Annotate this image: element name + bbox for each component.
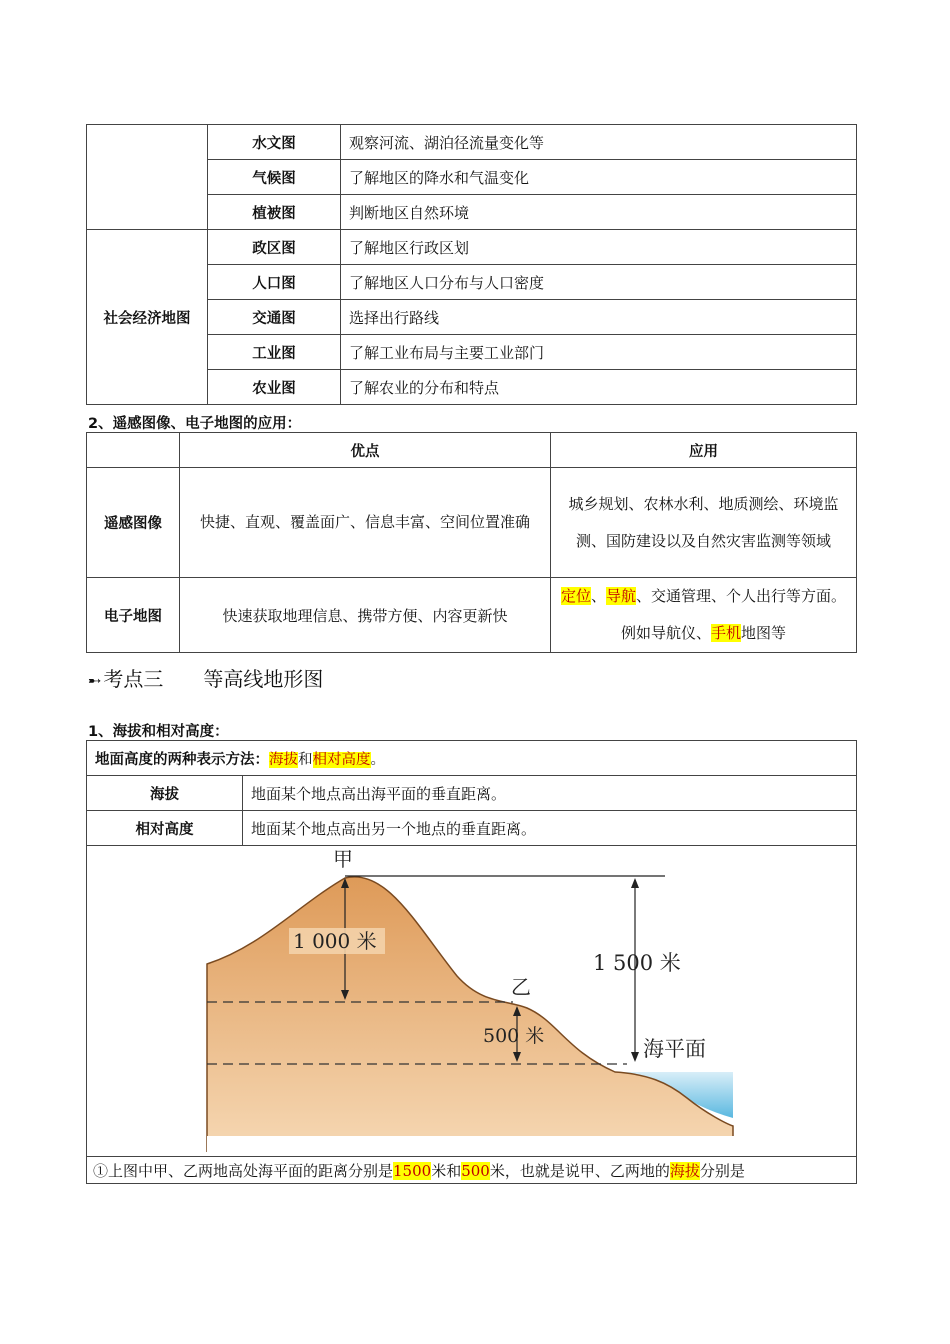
- text: 、交通管理、个人出行等方面。例如导航仪、: [620, 587, 847, 642]
- map-use: 了解地区行政区划: [341, 230, 857, 265]
- table-row: [87, 811, 857, 846]
- map-use: 了解地区人口分布与人口密度: [341, 265, 857, 300]
- section-3-title: 1、海拔和相对高度：: [88, 724, 229, 740]
- text: 、: [590, 587, 606, 605]
- kaodian-heading: [88, 663, 323, 692]
- text: 地图等: [741, 624, 787, 642]
- table-row: [87, 1157, 857, 1184]
- section-2-title: 2、遥感图像、电子地图的应用：: [88, 416, 302, 432]
- emap-application: [551, 578, 857, 653]
- altitude-diagram: [87, 846, 856, 1152]
- table-row: [87, 578, 857, 653]
- map-name: 植被图: [208, 195, 341, 230]
- table-row: [87, 468, 857, 578]
- highlight: 500: [461, 1161, 490, 1180]
- emap-advantage: 快速获取地理信息、携带方便、内容更新快: [180, 578, 551, 653]
- header-application: 应用: [551, 433, 857, 468]
- relative-def: 地面某个地点高出另一个地点的垂直距离。: [243, 811, 857, 846]
- map-name: 农业图: [208, 370, 341, 405]
- header-blank: [87, 433, 180, 468]
- remote-advantage: 快捷、直观、覆盖面广、信息丰富、空间位置准确: [180, 468, 551, 578]
- table-row: [87, 776, 857, 811]
- highlight: 相对高度: [312, 751, 371, 768]
- text: ①上图中甲、乙两地高处海平面的距离分别是: [93, 1161, 394, 1180]
- group-label: 社会经济地图: [87, 230, 208, 405]
- kaodian-title: 等高线地形图: [203, 667, 324, 691]
- map-type-table: [86, 124, 857, 405]
- relative-label: 相对高度: [87, 811, 243, 846]
- table-row: [87, 433, 857, 468]
- intro-cell: [87, 741, 857, 776]
- label-1500: 1 500 米: [593, 951, 681, 975]
- map-name: 人口图: [208, 265, 341, 300]
- natural-map-group-cell: [87, 125, 208, 230]
- label-peak-a: 甲: [333, 847, 353, 871]
- note-cell: [87, 1157, 857, 1184]
- table-row: [87, 230, 857, 265]
- text: 分别是: [699, 1161, 745, 1180]
- table-row: [87, 741, 857, 776]
- highlight: 海拔: [669, 1161, 700, 1180]
- map-use: 选择出行路线: [341, 300, 857, 335]
- highlight: 定位: [560, 587, 591, 605]
- emap-label: 电子地图: [87, 578, 180, 653]
- label-1000: 1 000 米: [293, 929, 377, 953]
- highlight: 导航: [606, 587, 637, 605]
- remote-sensing-table: [86, 432, 857, 653]
- map-use: 了解工业布局与主要工业部门: [341, 335, 857, 370]
- map-use: 了解地区的降水和气温变化: [341, 160, 857, 195]
- map-name: 交通图: [208, 300, 341, 335]
- altitude-label: 海拔: [87, 776, 243, 811]
- highlight: 手机: [710, 624, 741, 642]
- land-shape: [207, 877, 733, 1152]
- diagram-cell: [87, 846, 857, 1157]
- text: 地面高度的两种表示方法：: [95, 751, 269, 768]
- highlight: 1500: [393, 1161, 432, 1180]
- remote-application: 城乡规划、农林水利、地质测绘、环境监测、国防建设以及自然灾害监测等领域: [551, 468, 857, 578]
- altitude-def: 地面某个地点高出海平面的垂直距离。: [243, 776, 857, 811]
- table-row: [87, 125, 857, 160]
- map-name: 政区图: [208, 230, 341, 265]
- label-500: 500 米: [483, 1025, 545, 1047]
- map-name: 工业图: [208, 335, 341, 370]
- map-name: 气候图: [208, 160, 341, 195]
- map-use: 了解农业的分布和特点: [341, 370, 857, 405]
- remote-label: 遥感图像: [87, 468, 180, 578]
- text: 米和: [431, 1161, 462, 1180]
- label-peak-b: 乙: [511, 975, 531, 999]
- label-sea-level: 海平面: [643, 1037, 706, 1061]
- altitude-table: [86, 740, 857, 1184]
- header-advantage: 优点: [180, 433, 551, 468]
- highlight: 海拔: [269, 751, 298, 768]
- kaodian-label: 考点三: [103, 667, 164, 691]
- map-name: 水文图: [208, 125, 341, 160]
- table-row: [87, 846, 857, 1157]
- map-use: 判断地区自然环境: [341, 195, 857, 230]
- arrow-icon: ➸: [88, 671, 102, 690]
- map-use: 观察河流、湖泊径流量变化等: [341, 125, 857, 160]
- text: 和: [298, 751, 313, 768]
- text: 。: [370, 751, 385, 768]
- text: 米，也就是说甲、乙两地的: [489, 1161, 670, 1180]
